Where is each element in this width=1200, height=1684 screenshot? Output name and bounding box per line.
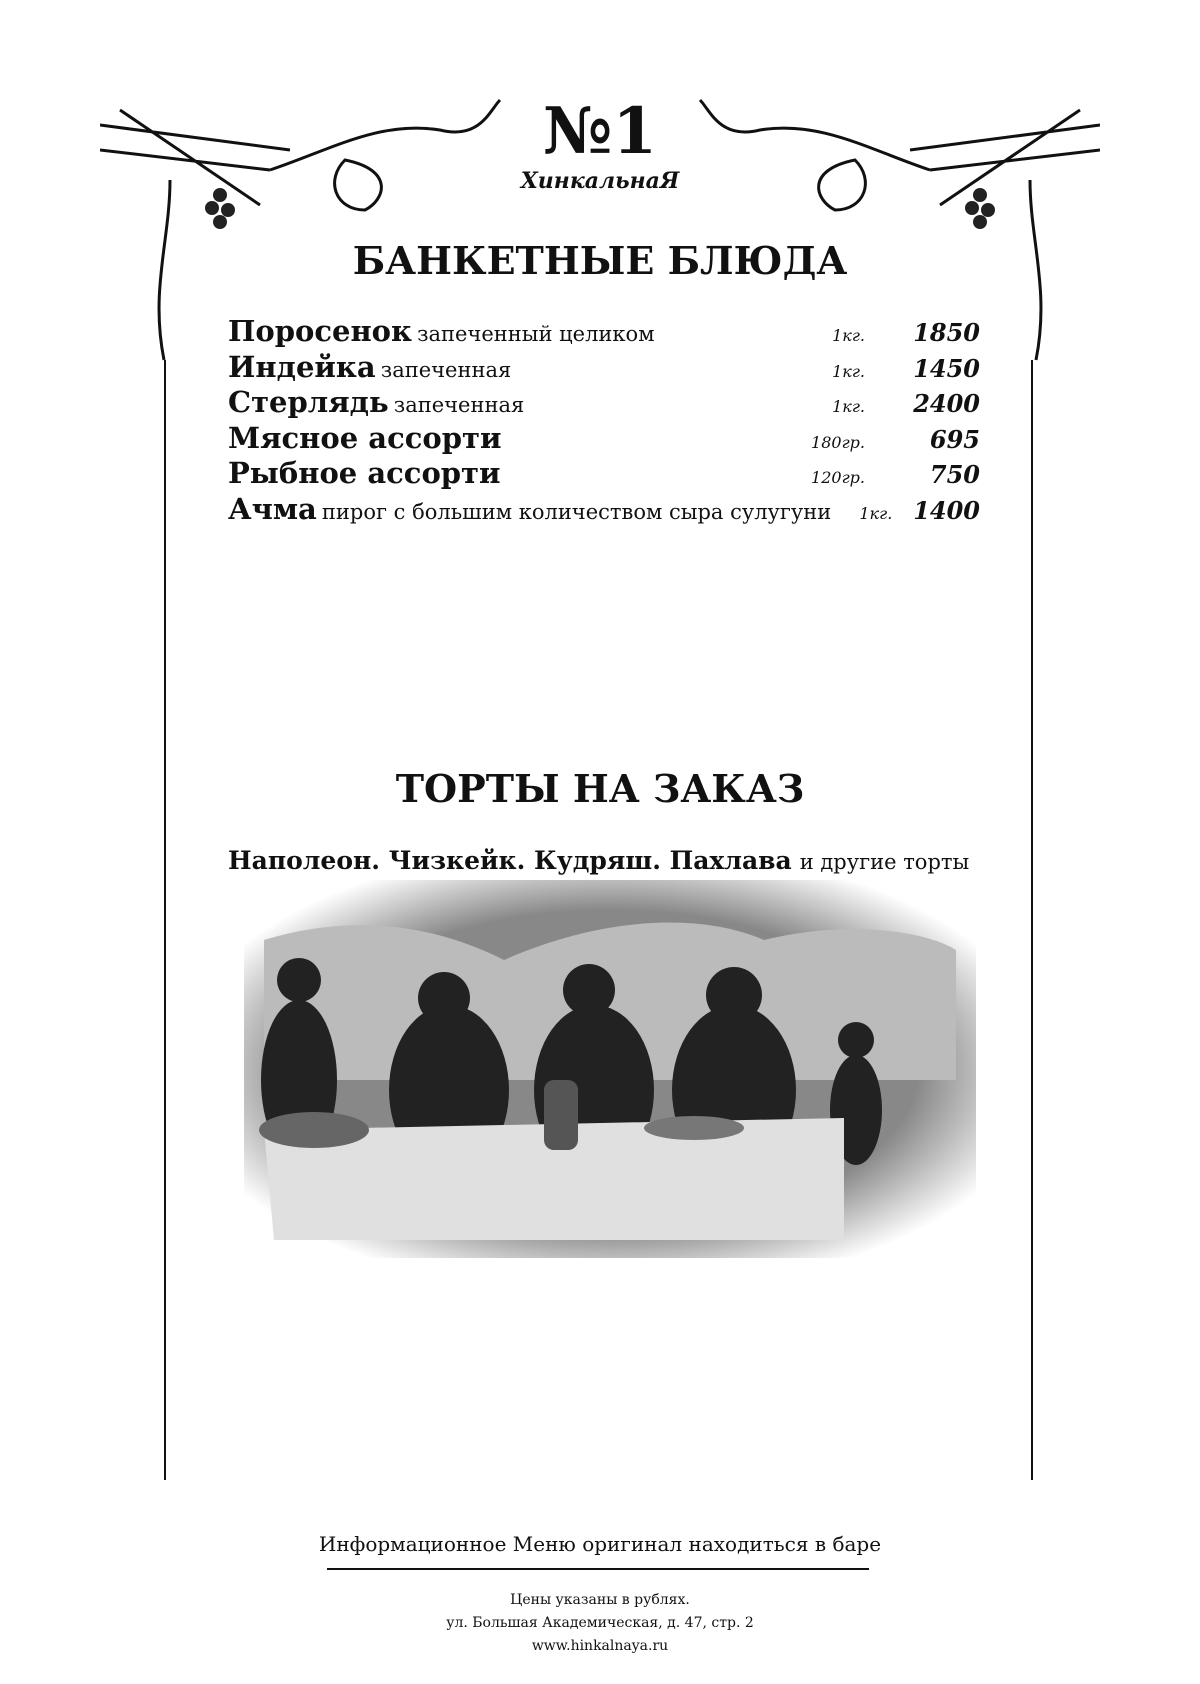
- dish-name: Ачма: [228, 491, 317, 526]
- dish-name: Стерлядь: [228, 385, 389, 419]
- dish-weight: 1кг.: [832, 361, 865, 381]
- menu-row: [228, 350, 980, 386]
- dish-desc: запеченная: [380, 357, 512, 382]
- address: ул. Большая Академическая, д. 47, стр. 2: [446, 1615, 754, 1631]
- dish-price: 695: [929, 424, 980, 454]
- menu-row: [228, 492, 980, 528]
- dish-name: Поросенок: [228, 314, 412, 348]
- restaurant-logo: [497, 60, 703, 200]
- dish-weight: 1кг.: [832, 326, 865, 345]
- banquet-menu: [228, 314, 980, 527]
- logo-number: №1: [542, 94, 658, 169]
- frame-right-line: [1031, 360, 1033, 1480]
- footer-rule: [327, 1568, 869, 1570]
- feast-painting: [244, 880, 976, 1258]
- dish-weight: 1кг.: [832, 397, 865, 416]
- frame-left-line: [164, 360, 166, 1480]
- cakes-tail: и другие торты: [799, 850, 970, 874]
- dish-desc: пирог с большим количеством сыра сулугуни: [321, 499, 832, 524]
- cakes-list: Наполеон. Чизкейк. Кудряш. Пахлава: [228, 846, 792, 875]
- dish-name: Рыбное ассорти: [228, 456, 501, 490]
- dish-price: 2400: [913, 389, 980, 418]
- dish-price: 1400: [913, 495, 980, 525]
- dish-weight: 120гр.: [811, 468, 865, 487]
- menu-row: [228, 421, 980, 457]
- dish-weight: 1кг.: [859, 503, 893, 523]
- currency-note: Цены указаны в рублях.: [510, 1592, 690, 1608]
- banquet-title: БАНКЕТНЫЕ БЛЮДА: [352, 238, 848, 283]
- website-link[interactable]: www.hinkalnaya.ru: [531, 1638, 669, 1654]
- dish-price: 1450: [913, 353, 980, 383]
- info-note: Информационное Меню оригинал находиться в баре: [318, 1532, 882, 1556]
- dish-weight: 180гр.: [811, 432, 865, 452]
- dish-desc: запеченный целиком: [417, 322, 655, 346]
- dish-price: 1850: [913, 318, 980, 347]
- dish-price: 750: [929, 460, 980, 489]
- dish-name: Мясное ассорти: [228, 420, 502, 455]
- logo-word: ХинкальнаЯ: [520, 168, 680, 194]
- cakes-line: [228, 846, 969, 875]
- menu-row: [228, 314, 980, 350]
- cakes-title: ТОРТЫ НА ЗАКАЗ: [395, 766, 805, 811]
- menu-row: [228, 385, 980, 421]
- menu-row: [228, 456, 980, 492]
- dish-name: Индейка: [228, 349, 376, 384]
- dish-desc: запеченная: [393, 393, 525, 417]
